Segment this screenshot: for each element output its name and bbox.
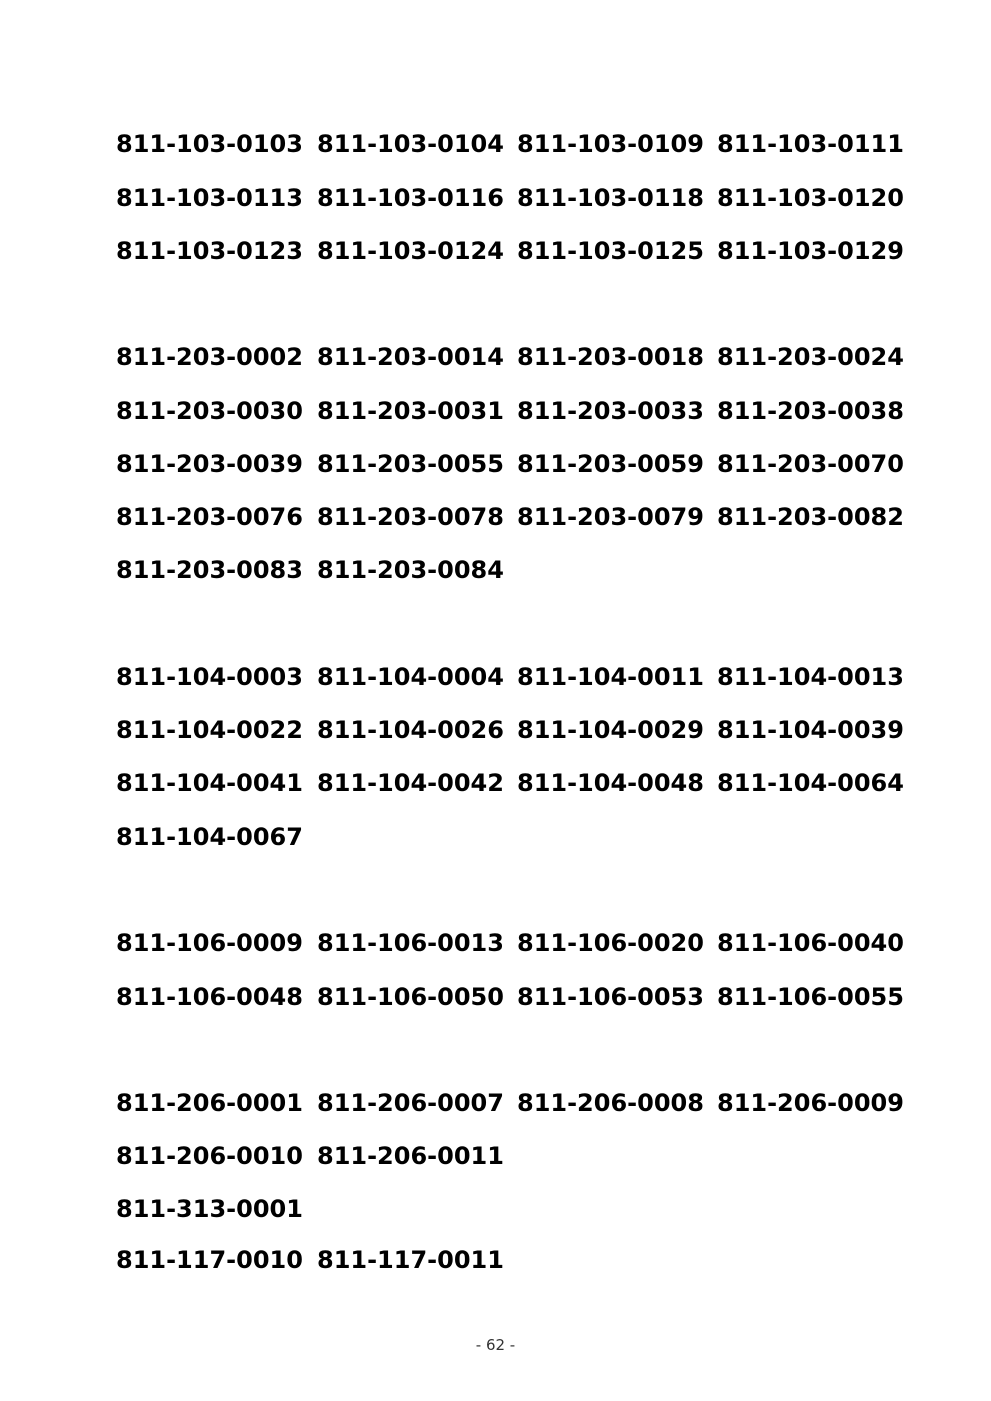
code-row — [0, 822, 991, 852]
code-cell: 811-106-0009 — [116, 929, 303, 957]
code-cell: 811-103-0118 — [517, 184, 704, 212]
code-cell: 811-103-0103 — [116, 130, 303, 158]
code-cell: 811-106-0048 — [116, 983, 303, 1011]
code-cell: 811-206-0001 — [116, 1089, 303, 1117]
code-cell: 811-104-0041 — [116, 769, 303, 797]
code-row — [0, 183, 991, 213]
code-cell: 811-103-0123 — [116, 237, 303, 265]
code-cell: 811-103-0124 — [317, 237, 504, 265]
code-cell: 811-103-0125 — [517, 237, 704, 265]
code-cell: 811-103-0109 — [517, 130, 704, 158]
code-cell: 811-106-0050 — [317, 983, 504, 1011]
code-cell: 811-104-0022 — [116, 716, 303, 744]
code-cell: 811-313-0001 — [116, 1195, 303, 1223]
code-cell: 811-104-0013 — [717, 663, 904, 691]
code-row — [0, 502, 991, 532]
code-cell: 811-106-0053 — [517, 983, 704, 1011]
code-cell: 811-103-0113 — [116, 184, 303, 212]
code-row — [0, 1088, 991, 1118]
code-row — [0, 236, 991, 266]
code-cell: 811-106-0040 — [717, 929, 904, 957]
code-row — [0, 1141, 991, 1171]
code-cell: 811-203-0070 — [717, 450, 904, 478]
code-cell: 811-203-0079 — [517, 503, 704, 531]
code-cell: 811-106-0055 — [717, 983, 904, 1011]
code-cell: 811-117-0011 — [317, 1246, 504, 1274]
code-cell: 811-203-0030 — [116, 397, 303, 425]
code-cell: 811-203-0018 — [517, 343, 704, 371]
code-cell: 811-203-0059 — [517, 450, 704, 478]
code-cell: 811-103-0120 — [717, 184, 904, 212]
code-row — [0, 555, 991, 585]
code-row — [0, 768, 991, 798]
code-row — [0, 1245, 991, 1275]
code-cell: 811-103-0116 — [317, 184, 504, 212]
code-row — [0, 715, 991, 745]
code-cell: 811-203-0084 — [317, 556, 504, 584]
code-cell: 811-104-0004 — [317, 663, 504, 691]
code-cell: 811-104-0042 — [317, 769, 504, 797]
code-cell: 811-104-0011 — [517, 663, 704, 691]
code-row — [0, 449, 991, 479]
code-cell: 811-203-0076 — [116, 503, 303, 531]
code-cell: 811-206-0010 — [116, 1142, 303, 1170]
code-cell: 811-203-0024 — [717, 343, 904, 371]
code-cell: 811-106-0020 — [517, 929, 704, 957]
code-cell: 811-206-0011 — [317, 1142, 504, 1170]
code-row — [0, 662, 991, 692]
code-row — [0, 982, 991, 1012]
code-cell: 811-203-0039 — [116, 450, 303, 478]
code-row — [0, 396, 991, 426]
code-cell: 811-104-0003 — [116, 663, 303, 691]
code-cell: 811-103-0104 — [317, 130, 504, 158]
code-cell: 811-103-0111 — [717, 130, 904, 158]
code-row — [0, 129, 991, 159]
code-cell: 811-103-0129 — [717, 237, 904, 265]
code-cell: 811-203-0083 — [116, 556, 303, 584]
code-cell: 811-104-0026 — [317, 716, 504, 744]
code-row — [0, 1194, 991, 1224]
code-cell: 811-203-0014 — [317, 343, 504, 371]
code-cell: 811-104-0039 — [717, 716, 904, 744]
code-cell: 811-104-0048 — [517, 769, 704, 797]
code-cell: 811-203-0082 — [717, 503, 904, 531]
page-number: - 62 - — [475, 1336, 516, 1354]
code-cell: 811-203-0033 — [517, 397, 704, 425]
code-cell: 811-117-0010 — [116, 1246, 303, 1274]
code-row — [0, 928, 991, 958]
code-cell: 811-106-0013 — [317, 929, 504, 957]
code-cell: 811-203-0002 — [116, 343, 303, 371]
code-cell: 811-206-0008 — [517, 1089, 704, 1117]
code-cell: 811-203-0038 — [717, 397, 904, 425]
code-cell: 811-206-0007 — [317, 1089, 504, 1117]
code-cell: 811-104-0029 — [517, 716, 704, 744]
code-cell: 811-206-0009 — [717, 1089, 904, 1117]
code-cell: 811-203-0055 — [317, 450, 504, 478]
code-cell: 811-203-0078 — [317, 503, 504, 531]
code-cell: 811-203-0031 — [317, 397, 504, 425]
code-cell: 811-104-0067 — [116, 823, 303, 851]
code-cell: 811-104-0064 — [717, 769, 904, 797]
code-row — [0, 342, 991, 372]
